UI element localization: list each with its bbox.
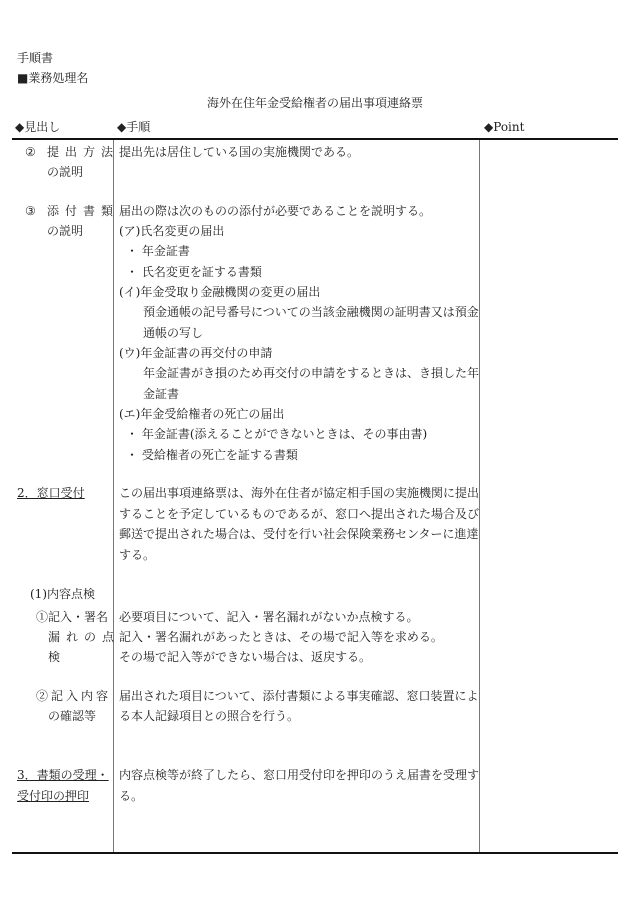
section-heading: 2．窓口受付 [17, 486, 85, 500]
procedure-line: 記入・署名漏れがあったときは、その場で記入等を求める。 [119, 630, 443, 644]
item-heading: ②記入内容 [36, 689, 112, 703]
item-heading: ①記入・署名 [36, 610, 109, 624]
section-heading: の説明 [47, 224, 84, 238]
procedure-line: る本人記録項目との照合を行う。 [119, 709, 300, 723]
procedure-line: 年金証書がき損のため再交付の申請をするときは、き損した年 [143, 366, 480, 380]
procedure-line: 届出された項目について、添付書類による事実確認、窓口装置によ [119, 689, 479, 703]
procedure-line: る。 [119, 789, 144, 803]
subsection-heading: (1)内容点検 [30, 587, 95, 601]
procedure-line: することを予定しているものであるが、窓口へ提出された場合及び [119, 507, 480, 521]
procedure-line: 届出の際は次のものの添付が必要であることを説明する。 [119, 204, 432, 218]
table-bottom-rule [12, 852, 618, 854]
section-heading: の説明 [47, 165, 84, 179]
procedure-line: (イ)年金受取り金融機関の変更の届出 [119, 285, 321, 299]
column-divider [113, 140, 114, 853]
item-heading: 漏れの点 [48, 630, 121, 644]
list-item: ・ 氏名変更を証する書類 [126, 265, 262, 279]
procedure-line: 提出先は居住している国の実施機関である。 [119, 145, 360, 159]
item-heading: 検 [48, 650, 61, 664]
doc-type: 手順書 [17, 51, 54, 65]
procedure-line: 必要項目について、記入・署名漏れがないか点検する。 [119, 610, 419, 624]
page-title: 海外在住年金受給権者の届出事項連絡票 [207, 96, 424, 110]
procedure-line: (エ)年金受給権者の死亡の届出 [119, 407, 285, 421]
column-divider [479, 140, 480, 853]
section-heading: 受付印の押印 [17, 789, 90, 803]
table-top-rule [12, 138, 618, 140]
column-header-point: ◆Point [484, 120, 525, 134]
item-heading: の確認等 [48, 709, 97, 723]
procedure-line: 郵送で提出された場合は、受付を行い社会保険業務センターに進達 [119, 527, 479, 541]
procedure-line: する。 [119, 548, 156, 562]
list-item: ・ 年金証書(添えることができないときは、その事由書) [126, 427, 428, 441]
section-number: ② [25, 145, 36, 159]
section-heading: 添付書類 [47, 204, 120, 218]
column-header-heading: ◆見出し [15, 120, 61, 134]
procedure-line: その場で記入等ができない場合は、返戻する。 [119, 650, 372, 664]
business-label: ■業務処理名 [17, 71, 89, 85]
procedure-line: 預金通帳の記号番号についての当該金融機関の証明書又は預金 [143, 305, 479, 319]
procedure-line: この届出事項連絡票は、海外在住者が協定相手国の実施機関に提出 [119, 486, 480, 500]
procedure-line: 金証書 [143, 387, 180, 401]
section-heading: 提出方法 [47, 145, 120, 159]
section-number: ③ [25, 204, 36, 218]
procedure-line: (ウ)年金証書の再交付の申請 [119, 346, 273, 360]
column-header-procedure: ◆手順 [117, 120, 151, 134]
procedure-line: 内容点検等が終了したら、窓口用受付印を押印のうえ届書を受理す [119, 768, 480, 782]
list-item: ・ 年金証書 [126, 244, 190, 258]
procedure-line: 通帳の写し [143, 326, 204, 340]
list-item: ・ 受給権者の死亡を証する書類 [126, 448, 298, 462]
procedure-line: (ア)氏名変更の届出 [119, 224, 225, 238]
section-heading: 3．書類の受理・ [17, 768, 109, 782]
